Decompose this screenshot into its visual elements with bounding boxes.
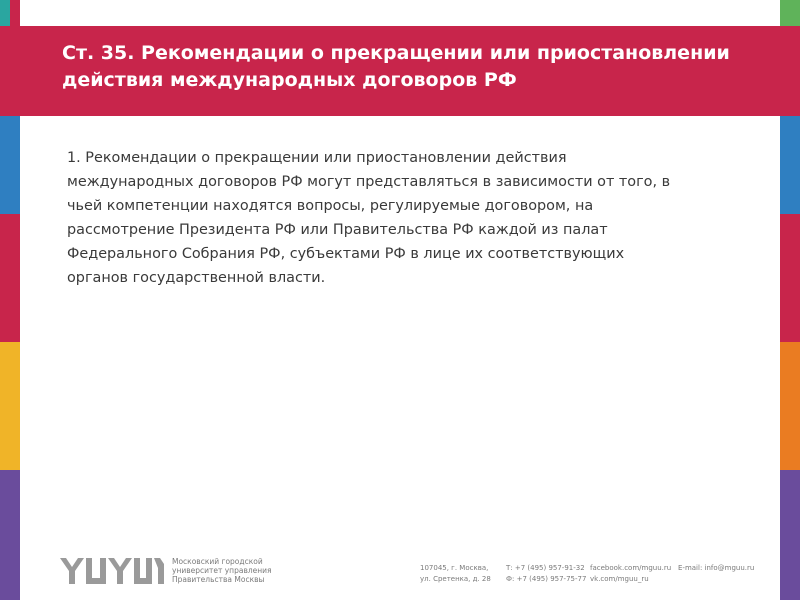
university-name-line: университет управления xyxy=(172,566,272,575)
footer-social xyxy=(590,563,671,585)
slide-title-line-2: действия международных договоров РФ xyxy=(62,69,517,91)
footer-address xyxy=(420,563,491,585)
university-name-line: Московский городской xyxy=(172,557,263,566)
right-stripe-red-2 xyxy=(780,214,800,342)
body-line: Федерального Собрания РФ, субъектами РФ в лице их соответствующих xyxy=(67,246,625,262)
body-line: рассмотрение Президента РФ или Правительства РФ каждой из палат xyxy=(67,222,608,238)
left-stripe-blue xyxy=(0,116,20,214)
phone-line: Т: +7 (495) 957-91-32 xyxy=(506,564,585,572)
university-name xyxy=(172,557,282,584)
slide-title-line-1: Ст. 35. Рекомендации о прекращении или приостановлении xyxy=(62,42,730,64)
address-line: 107045, г. Москва, xyxy=(420,564,489,572)
footer-phones xyxy=(506,563,586,585)
university-name-line: Правительства Москвы xyxy=(172,575,265,584)
body-line: органов государственной власти. xyxy=(67,270,326,286)
slide-title xyxy=(62,40,762,94)
email-link[interactable]: E-mail: info@mguu.ru xyxy=(678,564,755,572)
slide-body xyxy=(67,146,767,290)
right-stripe-orange xyxy=(780,342,800,470)
fax-line: Ф: +7 (495) 957-75-77 xyxy=(506,575,587,583)
right-stripe-blue xyxy=(780,116,800,214)
body-line: международных договоров РФ могут представляться в зависимости от того, в xyxy=(67,174,671,190)
body-line: чьей компетенции находятся вопросы, регулируемые договором, на xyxy=(67,198,594,214)
left-stripe-red-2 xyxy=(0,214,20,342)
address-line: ул. Сретенка, д. 28 xyxy=(420,575,491,583)
body-line: 1. Рекомендации о прекращении или приостановлении действия xyxy=(67,150,567,166)
footer xyxy=(0,550,800,600)
left-stripe-teal xyxy=(0,0,10,26)
left-stripe-yellow xyxy=(0,342,20,470)
vk-link[interactable]: vk.com/mguu_ru xyxy=(590,575,649,583)
footer-email[interactable] xyxy=(678,563,754,574)
university-logo-icon xyxy=(60,558,164,584)
right-stripe-green xyxy=(780,0,800,26)
facebook-link[interactable]: facebook.com/mguu.ru xyxy=(590,564,672,572)
